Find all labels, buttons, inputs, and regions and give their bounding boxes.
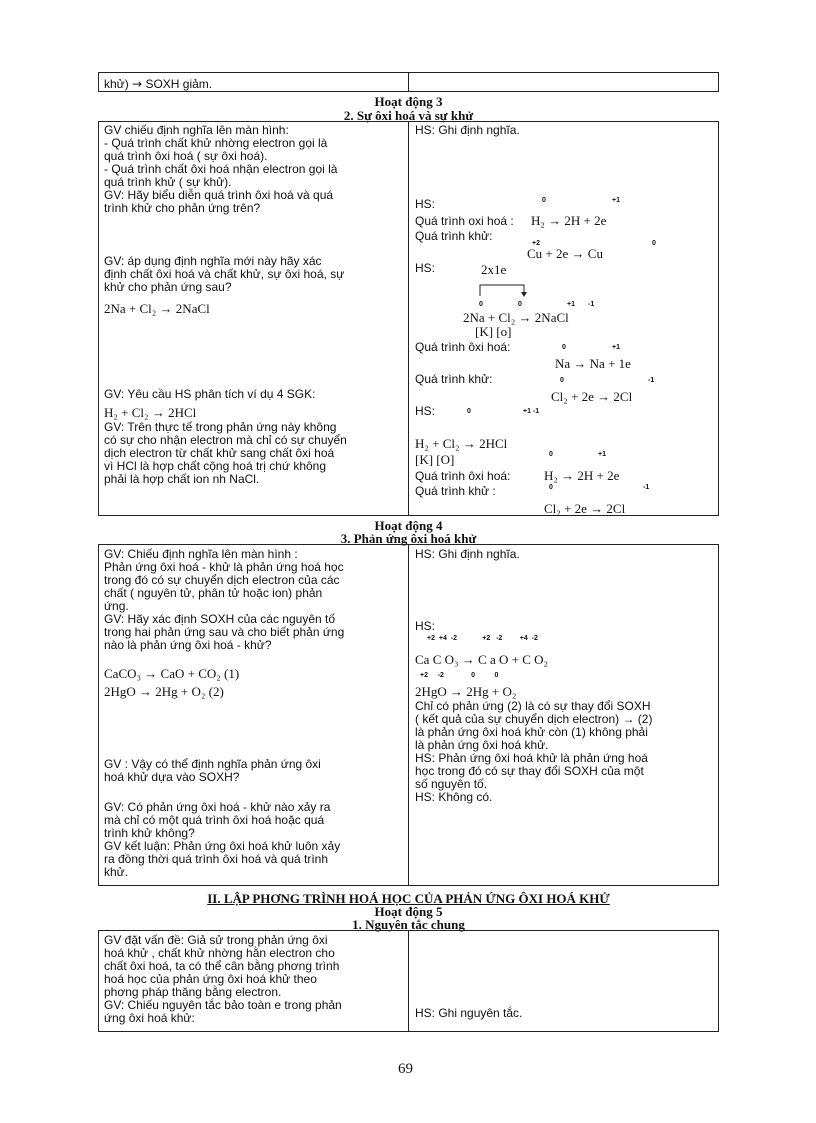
gv-question-soxh: GV : Vậy có thể định nghĩa phản ứng ôxi hoá khử dựa vào SOXH?: [104, 757, 321, 784]
reduction-equation: Cu + 2e → Cu: [527, 246, 603, 261]
reagent-roles: [K] [O]: [415, 452, 455, 467]
h-equation-annotated: H₂ + Cl₂ → 2HCl: [415, 436, 508, 451]
top-row-text: khử) → SOXH giảm.: [104, 77, 213, 91]
ox-number: 0: [479, 301, 483, 308]
hs-equation-2: 2HgO → 2Hg + O₂: [415, 684, 517, 699]
ox-number: 0: [549, 451, 553, 458]
ox-number: -1: [588, 301, 595, 308]
ox-number: 0: [560, 377, 564, 384]
page-number: 69: [398, 1061, 413, 1077]
hs-label: HS:: [415, 404, 436, 418]
activity-4-title: Hoạt động 4: [374, 518, 443, 533]
ox-number: 0: [652, 240, 656, 247]
hs-answer-block: Chỉ có phản ứng (2) là có sự thay đổi SOXH ( kết quả của sự chuyển dịch electron) → (2) là phản ứng ôxi hoá khử còn (1) không phải là phản ứng ôxi hoá khử. HS: Phản ứng ôxi hoá khử là phản ứng hoá học trong đó có sự thay đổi SOXH của một số nguyên tố. HS: Không có.: [415, 699, 653, 804]
oxidation-label: Quá trình oxi hoá :: [415, 214, 514, 228]
activity-3-subtitle: 2. Sự ôxi hoá và sự khử: [343, 108, 474, 123]
reduction-label: Quá trình khử:: [415, 229, 493, 243]
ox-number: +1: [612, 197, 620, 204]
ox-number: +1: [612, 344, 620, 351]
equation-2: 2HgO → 2Hg + O₂ (2): [104, 684, 224, 699]
hs-note-definition: HS: Ghi định nghĩa.: [415, 547, 520, 561]
gv-example-4: GV: Yêu cầu HS phân tích ví dụ 4 SGK:: [104, 387, 316, 401]
hs-label: HS:: [415, 619, 436, 633]
activity-4-subtitle: 3. Phản ứng ôxi hoá khử: [340, 531, 477, 546]
h-oxidation-label: Quá trình ôxi hoá:: [415, 469, 511, 483]
ox-number: +2: [532, 240, 540, 247]
hs-note-principle: HS: Ghi nguyên tắc.: [415, 1006, 523, 1020]
column-divider: [408, 930, 409, 1032]
h-reduction-label: Quá trình khử :: [415, 484, 496, 498]
na-reduction-label: Quá trình khử:: [415, 372, 493, 386]
gv-balance-intro: GV đặt vấn đề: Giả sử trong phản ứng ôxi hoá khử , chất khử nhờng hằn electron cho chất ôxi hoá, ta có thể cân bằng phơng trình hoá học của phản ứng ôxi hoá khử theo phơng pháp thăng bằng electron. GV: Chiếu nguyên tắc bảo toàn e trong phản ứng ôxi hoá khử:: [104, 933, 342, 1025]
electron-transfer-bracket: [478, 283, 528, 297]
gv-definition-block: GV chiếu định nghĩa lên màn hình: - Quá trình chất khử nhờng electron gọi là quá trình ôxi hoá ( sự ôxi hoá). - Quá trình chất ôxi hoá nhận electron gọi là quá trình khử ( sự khử). GV: Hãy biểu diễn quá trình ôxi hoá và quá trình khử cho phản ứng trên?: [104, 123, 338, 215]
ox-number: +1 -1: [523, 408, 540, 415]
na-oxidation-label: Quá trình ôxi hoá:: [415, 340, 511, 354]
electron-transfer-label: 2x1e: [481, 262, 507, 277]
column-divider: [408, 121, 409, 516]
section-2-title: II. LẬP PHƠNG TRÌNH HOÁ HỌC CỦA PHẢN ỨNG ÔXI HOÁ KHỬ: [207, 891, 610, 906]
reagent-roles: [K] [o]: [475, 324, 512, 339]
column-divider: [408, 544, 409, 886]
column-divider: [408, 72, 409, 92]
h-oxidation-equation: H₂ → 2H + 2e: [544, 468, 620, 483]
ox-number: 0: [518, 301, 522, 308]
ox-numbers-eq1: +2 +4 -2 +2 -2 +4 -2: [427, 635, 538, 642]
hs-label: HS:: [415, 197, 436, 211]
gv-redox-definition: GV: Chiếu định nghĩa lên màn hình : Phản ứng ôxi hoá - khử là phản ứng hoá học trong đó có sự chuyển dịch electron của các chất ( nguyên tử, phân tử hoặc ion) phản ứng. GV: Hãy xác định SOXH của các nguyên tố trong hai phản ứng sau và cho biết phản ứng nào là phản ứng ôxi hoá - khử?: [104, 547, 345, 652]
na-reduction-equation: Cl₂ + 2e → 2Cl: [551, 389, 633, 404]
ox-number: -1: [643, 484, 650, 491]
activity-5-subtitle: 1. Nguyên tắc chung: [352, 917, 465, 932]
hs-label: HS:: [415, 261, 436, 275]
gv-explanation-block: GV: Trên thực tế trong phản ứng này không có sự cho nhận electron mà chỉ có sự chuyển dịch electron từ chất khử sang chất ôxi hoá vì HCl là hợp chất cộng hoá trị chứ không phải là hợp chất ion nh NaCl.: [104, 420, 347, 486]
ox-numbers-eq2: +2 -2 0 0: [420, 672, 499, 679]
ox-number: 0: [542, 197, 546, 204]
ox-number: 0: [467, 408, 471, 415]
gv-apply-block: GV: áp dụng định nghĩa mới này hãy xác định chất ôxi hoá và chất khử, sự ôxi hoá, sự khử cho phản ứng sau?: [104, 254, 345, 294]
equation-1: CaCO₃ → CaO + CO₂ (1): [104, 666, 240, 681]
activity-3-title: Hoạt động 3: [374, 94, 443, 109]
gv-question-single-process: GV: Có phản ứng ôxi hoá - khử nào xảy ra mà chỉ có một quá trình ôxi hoá hoặc quá trình khử không? GV kết luận: Phản ứng ôxi hoá khử luôn xảy ra đồng thời quá trình ôxi hoá và quá trình khử.: [104, 800, 341, 879]
na-oxidation-equation: Na → Na + 1e: [555, 356, 631, 371]
ox-number: +1: [598, 451, 606, 458]
ox-number: +1: [567, 301, 575, 308]
ox-number: 0: [562, 344, 566, 351]
h-equation: H₂ + Cl₂ → 2HCl: [104, 405, 197, 420]
ox-number: 0: [549, 484, 553, 491]
activity-5-title: Hoạt động 5: [374, 904, 443, 919]
na-equation-annotated: 2Na + Cl₂ → 2NaCl: [463, 310, 569, 325]
h-reduction-equation: Cl₂ + 2e → 2Cl: [544, 501, 626, 516]
na-equation: 2Na + Cl₂ → 2NaCl: [104, 301, 210, 316]
hs-note-definition: HS: Ghi định nghĩa.: [415, 123, 520, 137]
hs-equation-1: Ca C O₃ → C a O + C O₂: [415, 652, 549, 667]
oxidation-equation: H₂ → 2H + 2e: [531, 213, 607, 228]
ox-number: -1: [648, 377, 655, 384]
